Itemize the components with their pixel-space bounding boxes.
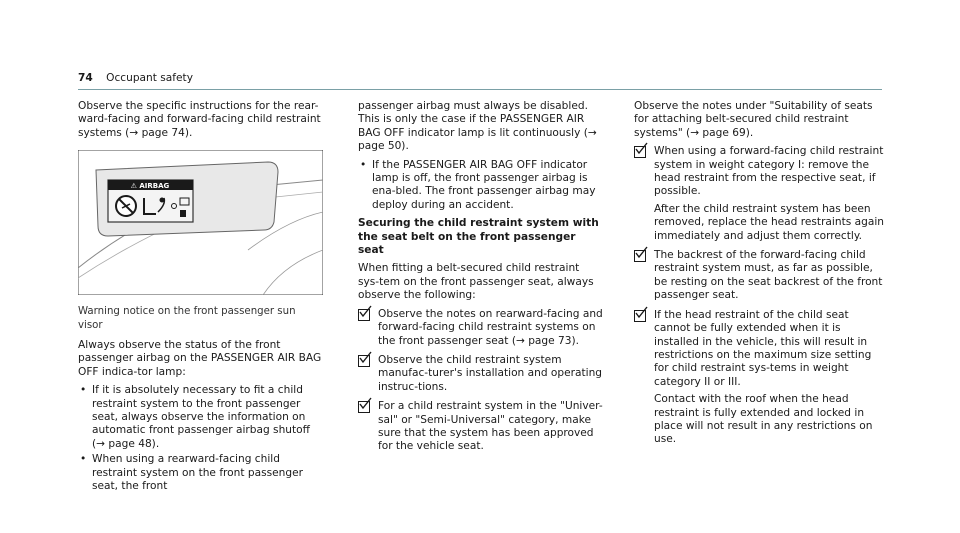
checklist-item [634,145,884,243]
bullet-list [358,159,603,213]
column-2 [358,100,603,460]
checkbox-icon [634,146,646,158]
checklist-item: For a child restraint system in the "Univer-sal" or "Semi-Universal" category, make sure that the system has been approved for the vehicle seat. [358,400,603,454]
sun-visor-illustration [78,150,323,295]
status-paragraph: Always observe the status of the front passenger airbag on the PASSENGER AIR BAG OFF indica-tor lamp: [78,339,322,378]
svg-text:⚠ AIRBAG: ⚠ AIRBAG [130,182,170,191]
checkbox-icon [634,310,646,322]
section-title: Occupant safety [106,72,193,84]
column-1 [78,100,323,499]
continued-paragraph: passenger airbag must always be disabled. This is only the case if the PASSENGER AIR BAG OFF indicator lamp is lit continuously (→ page 50). [358,100,597,153]
checkbox-icon [358,401,370,413]
header-rule [78,89,882,90]
page-header [78,72,882,90]
checklist-item: Observe the notes on rearward-facing and forward-facing child restraint systems on the front passenger seat (→ page 73). [358,308,603,348]
checklist-text: The backrest of the forward-facing child restraint system must, as far as possible, be resting on the seat backrest of the front passenger seat. [654,249,883,302]
checklist-text: When using a forward-facing child restraint system in weight category I: remove the head restraint from the respective seat, if possible. [654,145,884,198]
list-item: • If the PASSENGER AIR BAG OFF indicator lamp is off, the front passenger airbag is ena-bled. The front passenger airbag may deploy during an accident. [360,158,596,211]
list-item: • When using a rearward-facing child restraint system on the front passenger seat, the front [80,453,303,493]
checkbox-icon [634,250,646,262]
checklist-item [634,249,884,303]
bullet-icon: • [360,158,367,171]
page-number: 74 [78,72,93,84]
bullet-icon: • [80,453,87,466]
fitting-paragraph: When fitting a belt-secured child restraint sys-tem on the front passenger seat, always observe the following: [358,262,594,302]
checklist-note: After the child restraint system has been removed, replace the head restraints again immediately and adjust them correctly. [654,202,884,242]
sun-visor-figure [78,150,323,295]
checklist [634,145,884,447]
checklist-text: If the head restraint of the child seat cannot be fully extended when it is installed in the vehicle, this will result in restrictions on the maximum size setting for child restraint sys-tems in weight category II or III. [654,308,872,388]
intro-paragraph: Observe the specific instructions for the rear-ward-facing and forward-facing child restraint systems (→ page 74). [78,100,321,139]
checklist [358,308,603,454]
airbag-label: AIRBAG [139,182,170,191]
column-3 [634,100,884,453]
bullet-list [78,384,323,493]
section-heading: Securing the child restraint system with the seat belt on the front passenger seat [358,217,599,257]
list-item: • If it is absolutely necessary to fit a child restraint system to the front passenger seat, always observe the information on automatic front passenger airbag shutoff (→ page 48). [80,384,310,450]
checklist-item: Observe the child restraint system manufac-turer's installation and operating instruc-tions. [358,354,603,394]
checkbox-icon [358,355,370,367]
checkbox-icon [358,309,370,321]
checklist-item [634,309,884,447]
bullet-icon: • [80,384,87,397]
suitability-paragraph: Observe the notes under "Suitability of seats for attaching belt-secured child restraint systems" (→ page 69). [634,100,873,139]
checklist-note: Contact with the roof when the head restraint is fully extended and locked in place will not result in any restrictions on use. [654,393,873,446]
figure-caption: Warning notice on the front passenger sun visor [78,306,296,331]
